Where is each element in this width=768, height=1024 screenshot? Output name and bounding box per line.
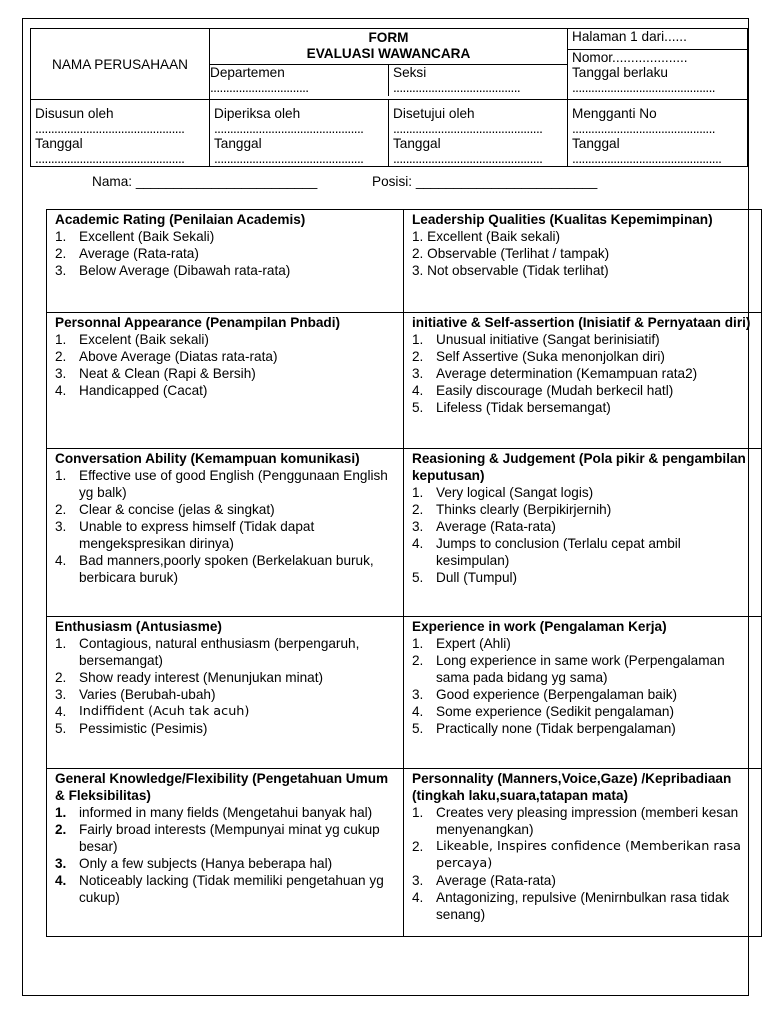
option-number: 2. — [55, 670, 67, 685]
option-number: 1. — [55, 468, 67, 483]
option-text: Self Assertive (Suka menonjolkan diri) — [436, 349, 665, 364]
option-text: Unusual initiative (Sangat berinisiatif) — [436, 332, 660, 347]
option-number: 2. — [55, 502, 67, 517]
section-title: Leadership Qualities (Kualitas Kepemimpinan) — [412, 212, 713, 227]
option-text: Very logical (Sangat logis) — [436, 485, 594, 500]
disetujui-tanggal-label: Tanggal — [393, 136, 441, 151]
rating-options — [55, 228, 397, 279]
option-number: 2. — [412, 653, 424, 668]
rating-option[interactable] — [412, 501, 755, 518]
rating-option[interactable] — [55, 720, 397, 737]
section-experience-in-work — [404, 617, 762, 769]
department-section-row — [210, 64, 568, 96]
tanggal-berlaku-dots: ............................................. — [572, 80, 715, 95]
option-number: 4. — [412, 383, 424, 398]
option-text: Practically none (Tidak berpengalaman) — [436, 721, 676, 736]
rating-options — [412, 484, 755, 586]
rating-option[interactable] — [412, 365, 755, 382]
option-text: Likeable, Inspires confidence (Memberikan rasa percaya) — [436, 839, 741, 871]
rating-option[interactable] — [412, 652, 755, 686]
rating-options — [55, 635, 397, 737]
form-title-line-1: FORM — [368, 30, 409, 45]
rating-options — [55, 467, 397, 586]
rating-option[interactable] — [55, 348, 397, 365]
rating-option[interactable] — [412, 484, 755, 501]
section-initiative-self-assertion — [404, 313, 762, 449]
option-number: 1. — [412, 332, 424, 347]
section-title: General Knowledge/Flexibility (Pengetahuan Umum & Fleksibilitas) — [55, 771, 389, 803]
option-number: 2. — [412, 502, 424, 517]
rating-option[interactable] — [412, 245, 755, 262]
option-number: 4. — [412, 536, 424, 551]
disetujui-dots: ............................................... — [393, 121, 543, 136]
section-academic-rating — [47, 210, 404, 313]
rating-option[interactable] — [412, 804, 755, 838]
form-title-cell — [210, 29, 568, 100]
disusun-cell[interactable] — [31, 100, 210, 167]
option-text: Observable (Terlihat / tampak) — [427, 246, 610, 261]
option-text: Excellent (Baik Sekali) — [79, 229, 215, 244]
section-title: Conversation Ability (Kemampuan komunikasi) — [55, 451, 360, 466]
option-number: 1. — [412, 636, 424, 651]
option-text: Neat & Clean (Rapi & Bersih) — [79, 366, 256, 381]
option-text: Varies (Berubah-ubah) — [79, 687, 216, 702]
option-text: Dull (Tumpul) — [436, 570, 518, 585]
option-text: Excelent (Baik sekali) — [79, 332, 209, 347]
section-title: Enthusiasm (Antusiasme) — [55, 619, 222, 634]
tanggal-berlaku-label: Tanggal berlaku — [572, 65, 668, 80]
nomor-field[interactable]: Nomor.................... — [572, 50, 688, 65]
option-text: Jumps to conclusion (Terlalu cepat ambil kesimpulan) — [436, 536, 681, 568]
rating-option[interactable] — [412, 518, 755, 535]
option-number: 1. — [412, 485, 424, 500]
rating-options — [412, 228, 755, 279]
rating-option[interactable] — [412, 838, 755, 872]
option-number: 1. — [55, 805, 67, 820]
rating-options — [55, 804, 397, 906]
option-text: Fairly broad interests (Mempunyai minat yg cukup besar) — [79, 822, 380, 854]
option-text: Antagonizing, repulsive (Menirnbulkan rasa tidak senang) — [436, 890, 730, 922]
rating-option[interactable] — [55, 382, 397, 399]
nama-field[interactable]: Nama: ________________________ — [92, 174, 318, 189]
option-text: Not observable (Tidak terlihat) — [427, 263, 609, 278]
option-text: Average (Rata-rata) — [436, 873, 556, 888]
option-text: Thinks clearly (Berpikirjernih) — [436, 502, 612, 517]
rating-option[interactable] — [55, 872, 397, 906]
rating-options — [412, 804, 755, 923]
rating-option[interactable] — [55, 467, 397, 501]
option-text: Show ready interest (Menunjukan minat) — [79, 670, 324, 685]
rating-option[interactable] — [412, 889, 755, 923]
company-name: NAMA PERUSAHAAN — [52, 56, 188, 72]
rating-option[interactable] — [412, 262, 755, 279]
mengganti-dots: ............................................. — [572, 121, 715, 136]
departemen-dots: ............................... — [210, 80, 309, 95]
mengganti-tanggal-label: Tanggal — [572, 136, 620, 151]
option-number: 3. — [55, 856, 67, 871]
rating-options — [412, 635, 755, 737]
option-text: Excellent (Baik sekali) — [427, 229, 561, 244]
rating-options — [412, 331, 755, 416]
option-text: Average (Rata-rata) — [79, 246, 199, 261]
option-number: 2. — [412, 349, 424, 364]
rating-option[interactable] — [55, 804, 397, 821]
option-number: 3. — [412, 366, 424, 381]
section-personal-appearance — [47, 313, 404, 449]
option-text: Unable to express himself (Tidak dapat mengekspresikan dirinya) — [79, 519, 315, 551]
option-text: informed in many fields (Mengetahui banyak hal) — [79, 805, 373, 820]
option-number: 4. — [55, 704, 67, 719]
option-number: 2. — [55, 822, 67, 837]
option-text: Indiffident (Acuh tak acuh) — [79, 704, 250, 719]
rating-option[interactable] — [412, 635, 755, 652]
form-header-table — [30, 28, 748, 167]
option-number: 4. — [412, 890, 424, 905]
diperiksa-tanggal-dots: ............................................... — [214, 151, 364, 166]
rating-option[interactable] — [55, 669, 397, 686]
form-title — [210, 29, 567, 62]
rating-option[interactable] — [55, 635, 397, 669]
posisi-field[interactable]: Posisi: ________________________ — [372, 174, 598, 189]
rating-option[interactable] — [55, 365, 397, 382]
option-text: Easily discourage (Mudah berkecil hatl) — [436, 383, 674, 398]
rating-options — [55, 331, 397, 399]
evaluation-table — [46, 209, 762, 937]
option-text: Good experience (Berpengalaman baik) — [436, 687, 678, 702]
option-text: Bad manners,poorly spoken (Berkelakuan buruk, berbicara buruk) — [79, 553, 374, 585]
option-number: 3. — [55, 687, 67, 702]
option-number: 5. — [55, 721, 67, 736]
section-general-knowledge — [47, 769, 404, 937]
option-text: Below Average (Dibawah rata-rata) — [79, 263, 291, 278]
rating-option[interactable] — [55, 331, 397, 348]
option-number: 3. — [55, 263, 67, 278]
diperiksa-dots: ............................................... — [214, 121, 364, 136]
option-number: 2. — [55, 349, 67, 364]
rating-option[interactable] — [55, 518, 397, 552]
disusun-tanggal-label: Tanggal — [35, 136, 83, 151]
option-number: 3. — [55, 519, 67, 534]
rating-option[interactable] — [55, 262, 397, 279]
option-text: Only a few subjects (Hanya beberapa hal) — [79, 856, 333, 871]
option-number: 3. — [412, 263, 424, 278]
rating-option[interactable] — [55, 855, 397, 872]
rating-option[interactable] — [55, 686, 397, 703]
option-text: Above Average (Diatas rata-rata) — [79, 349, 278, 364]
option-text: Contagious, natural enthusiasm (berpengaruh, bersemangat) — [79, 636, 360, 668]
option-number: 3. — [412, 687, 424, 702]
option-number: 4. — [55, 383, 67, 398]
seksi-label: Seksi — [393, 65, 427, 80]
rating-option[interactable] — [412, 382, 755, 399]
option-number: 1. — [55, 636, 67, 651]
option-number: 2. — [55, 246, 67, 261]
rating-option[interactable] — [412, 331, 755, 348]
option-text: Average determination (Kemampuan rata2) — [436, 366, 698, 381]
disusun-dots: ............................................... — [35, 121, 185, 136]
option-number: 5. — [412, 400, 424, 415]
mengganti-cell[interactable] — [568, 100, 748, 167]
rating-option[interactable] — [412, 348, 755, 365]
disetujui-cell[interactable] — [389, 100, 568, 167]
section-title: Reasioning & Judgement (Pola pikir & pengambilan keputusan) — [412, 451, 746, 483]
option-number: 2. — [412, 246, 424, 261]
rating-option[interactable] — [55, 245, 397, 262]
section-title: initiative & Self-assertion (Inisiatif & Pernyataan diri) — [412, 315, 751, 330]
option-text: Effective use of good English (Penggunaan English yg balk) — [79, 468, 388, 500]
option-text: Lifeless (Tidak bersemangat) — [436, 400, 611, 415]
rating-option[interactable] — [412, 569, 755, 586]
option-number: 1. — [55, 229, 67, 244]
option-number: 1. — [412, 805, 424, 820]
halaman-field[interactable]: Halaman 1 dari...... — [568, 29, 747, 50]
section-title: Personnality (Manners,Voice,Gaze) /Kepribadiaan (tingkah laku,suara,tatapan mata) — [412, 771, 732, 803]
document-info-cell — [568, 29, 748, 100]
option-text: Some experience (Sedikit pengalaman) — [436, 704, 675, 719]
rating-option[interactable] — [412, 872, 755, 889]
option-number: 4. — [55, 553, 67, 568]
option-number: 3. — [55, 366, 67, 381]
rating-option[interactable] — [412, 228, 755, 245]
rating-option[interactable] — [412, 686, 755, 703]
option-number: 4. — [55, 873, 67, 888]
company-name-cell — [31, 29, 210, 100]
option-number: 5. — [412, 570, 424, 585]
mengganti-label: Mengganti No — [572, 106, 657, 121]
option-text: Noticeably lacking (Tidak memiliki pengetahuan yg cukup) — [79, 873, 384, 905]
option-number: 3. — [412, 519, 424, 534]
diperiksa-cell[interactable] — [210, 100, 389, 167]
diperiksa-label: Diperiksa oleh — [214, 106, 301, 121]
section-leadership-qualities — [404, 210, 762, 313]
rating-option[interactable] — [412, 535, 755, 569]
section-reasoning-judgement — [404, 449, 762, 617]
section-title: Experience in work (Pengalaman Kerja) — [412, 619, 667, 634]
seksi-field[interactable] — [388, 65, 568, 96]
rating-option[interactable] — [55, 501, 397, 518]
seksi-dots: ........................................ — [393, 80, 521, 95]
form-title-line-2: EVALUASI WAWANCARA — [306, 46, 471, 61]
option-number: 5. — [412, 721, 424, 736]
disetujui-tanggal-dots: ............................................... — [393, 151, 543, 166]
section-conversation-ability — [47, 449, 404, 617]
section-personality — [404, 769, 762, 937]
disusun-label: Disusun oleh — [35, 106, 114, 121]
option-number: 1. — [412, 229, 424, 244]
disetujui-label: Disetujui oleh — [393, 106, 475, 121]
mengganti-tanggal-dots: ............................................... — [572, 151, 722, 166]
departemen-label: Departemen — [210, 65, 285, 80]
rating-option[interactable] — [412, 720, 755, 737]
option-text: Pessimistic (Pesimis) — [79, 721, 208, 736]
section-title: Personnal Appearance (Penampilan Pnbadi) — [55, 315, 341, 330]
option-text: Handicapped (Cacat) — [79, 383, 208, 398]
rating-option[interactable] — [55, 703, 397, 720]
rating-option[interactable] — [55, 552, 397, 586]
option-text: Expert (Ahli) — [436, 636, 511, 651]
option-text: Average (Rata-rata) — [436, 519, 556, 534]
option-number: 3. — [412, 873, 424, 888]
section-title: Academic Rating (Penilaian Academis) — [55, 212, 306, 227]
option-text: Creates very pleasing impression (memberi kesan menyenangkan) — [436, 805, 739, 837]
option-number: 2. — [412, 839, 424, 854]
option-number: 4. — [412, 704, 424, 719]
option-text: Long experience in same work (Perpengalaman sama pada bidang yg sama) — [436, 653, 725, 685]
rating-option[interactable] — [55, 821, 397, 855]
rating-option[interactable] — [412, 399, 755, 416]
diperiksa-tanggal-label: Tanggal — [214, 136, 262, 151]
option-number: 1. — [55, 332, 67, 347]
rating-option[interactable] — [412, 703, 755, 720]
section-enthusiasm — [47, 617, 404, 769]
rating-option[interactable] — [55, 228, 397, 245]
disusun-tanggal-dots: ............................................... — [35, 151, 185, 166]
option-text: Clear & concise (jelas & singkat) — [79, 502, 275, 517]
departemen-field[interactable] — [210, 65, 389, 96]
